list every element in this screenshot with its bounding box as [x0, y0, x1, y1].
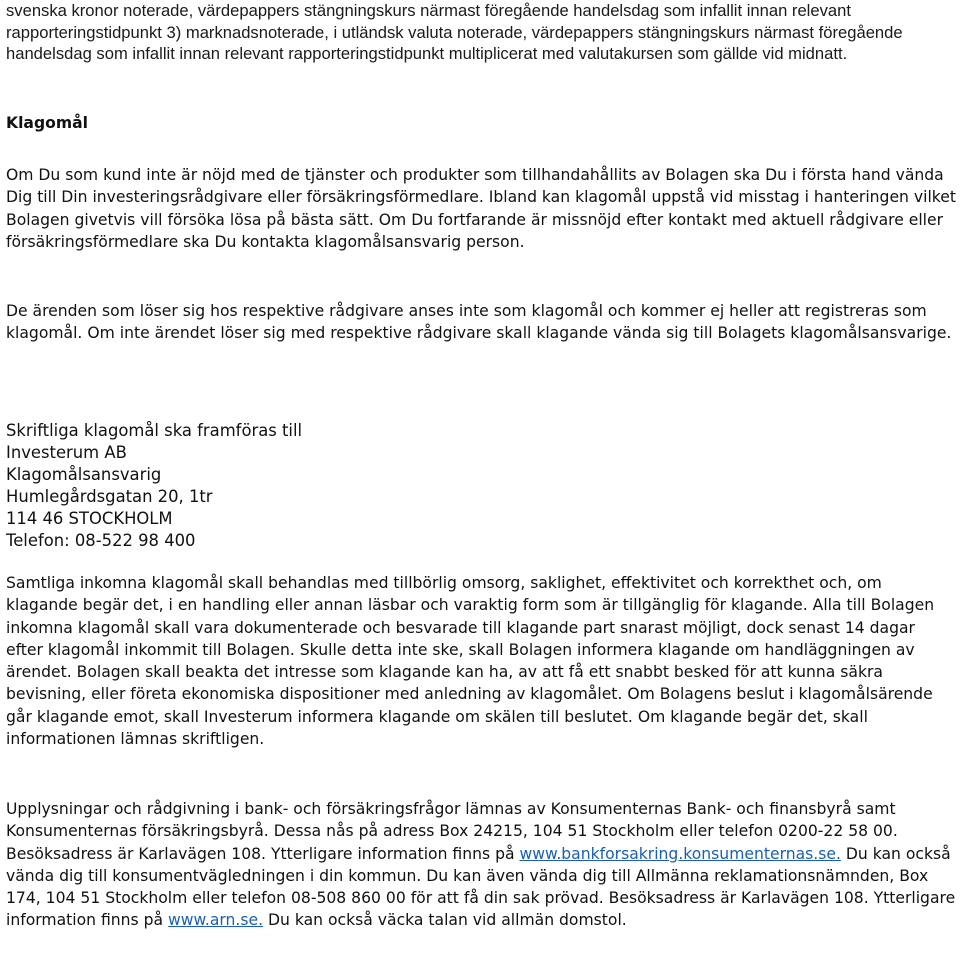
section-heading: Klagomål [6, 114, 88, 132]
address-line-intro: Skriftliga klagomål ska framföras till [6, 421, 303, 440]
consumer-info-text-1: Upplysningar och rådgivning i bank- och försäkringsfrågor lämnas av Konsumenternas Bank- och finansbyrå samt Konsumenternas försäkringsbyrå. Dessa nås på adress Box 24215, 104 51 Stockholm eller telefon 0200-22 58 00. Besöksadress är Karlavägen 108. Ytterligare information finns på [6, 800, 898, 863]
address-line-phone: Telefon: 08-522 98 400 [6, 531, 196, 550]
consumer-info-paragraph [6, 798, 956, 932]
address-line-street: Humlegårdsgatan 20, 1tr [6, 487, 213, 506]
address-line-department: Klagomålsansvarig [6, 465, 162, 484]
consumer-info-text-3: Du kan också väcka talan vid allmän domstol. [263, 911, 627, 930]
intro-paragraph: svenska kronor noterade, värdepappers stängningskurs närmast föregående handelsdag som infallit innan relevant rapporteringstidpunkt 3) marknadsnoterade, i utländsk valuta noterade, värdepappers stängningskurs närmast föregående handelsdag som infallit innan relevant rapporteringstidpunkt multiplicerat med valutakursen som gällde vid midnatt. [6, 1, 903, 63]
handling-paragraph: Samtliga inkomna klagomål skall behandlas med tillbörlig omsorg, saklighet, effektivitet och korrekthet och, om klagande begär det, i en handling eller annan läsbar och varaktig form som är tillgänglig för klagande. Alla till Bolagen inkomna klagomål skall vara dokumenterade och besvarade till klagande part snarast möjligt, dock senast 14 dagar efter klagomål inkommit till Bolagen. Skulle detta inte ske, skall Bolagen informera klagande om handläggningen av ärendet. Bolagen skall beakta det intresse som klagande kan ha, av att få ett snabbt besked för att kunna säkra bevisning, eller företa ekonomiska dispositioner med anledning av klagomålet. Om Bolagens beslut i klagomålsärende går klagande emot, skall Investerum informera klagande om skälen till beslutet. Om klagande begär det, skall informationen lämnas skriftligen. [6, 574, 935, 749]
consumer-info-text-2: Du kan också vända dig till konsumentvägledningen i din kommun. Du kan även vända dig till Allmänna reklamationsnämnden, Box 174, 104 51 Stockholm eller telefon 08-508 860 00 för att få din sak prövad. Besöksadress är Karlavägen 108. Ytterligare information finns på [6, 844, 956, 930]
address-line-city: 114 46 STOCKHOLM [6, 509, 173, 528]
arn-link[interactable]: www.arn.se. [168, 911, 264, 930]
bankforsakring-link[interactable]: www.bankforsakring.konsumenternas.se. [519, 844, 841, 863]
complaint-paragraph-2: De ärenden som löser sig hos respektive rådgivare anses inte som klagomål och kommer ej heller att registreras som klagomål. Om inte ärendet löser sig med respektive rådgivare skall klagande vända sig till Bolagets klagomålsansvarige. [6, 302, 952, 343]
complaint-paragraph-1: Om Du som kund inte är nöjd med de tjänster och produkter som tillhandahållits av Bolagen ska Du i första hand vända Dig till Din investeringsrådgivare eller försäkringsförmedlare. Ibland kan klagomål uppstå vid misstag i hanteringen vilket Bolagen givetvis vill försöka lösa på bästa sätt. Om Du fortfarande är missnöjd efter kontakt med aktuell rådgivare eller försäkringsförmedlare ska Du kontakta klagomålsansvarig person. [6, 166, 956, 251]
address-line-company: Investerum AB [6, 443, 127, 462]
address-block [6, 420, 302, 552]
